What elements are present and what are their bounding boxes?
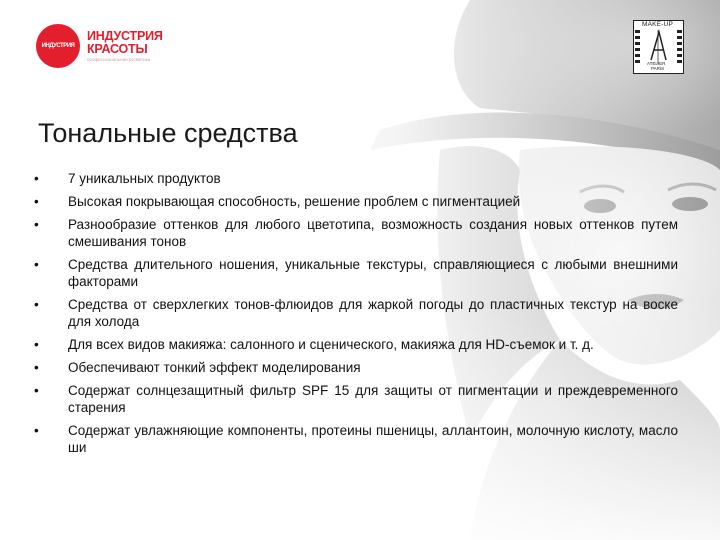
bullet-text: Обеспечивают тонкий эффект моделирования: [68, 360, 361, 375]
bullet-dot-icon: •: [34, 217, 39, 232]
bullet-item: [34, 382, 678, 416]
bullet-item: [34, 216, 678, 250]
bullet-text: Для всех видов макияжа: салонного и сценического, макияжа для HD-съемок и т. д.: [68, 337, 594, 352]
makeup-atelier-logo: [633, 20, 684, 74]
logo-name-line1: ИНДУСТРИЯ: [87, 28, 163, 43]
bullet-dot-icon: •: [34, 171, 39, 186]
bullet-text: Средства длительного ношения, уникальные текстуры, справляющиеся с любыми внешними факторами: [68, 257, 678, 289]
brand-bottom-text-2: PARIS: [651, 66, 665, 71]
logo-name-line2: КРАСОТЫ: [87, 41, 148, 56]
logo-circle-text: ИНДУСТРИЯ: [41, 42, 75, 49]
bullet-dot-icon: •: [34, 383, 39, 398]
bullet-item: [34, 359, 678, 376]
bullet-dot-icon: •: [34, 360, 39, 375]
industry-beauty-logo: [36, 24, 163, 68]
bullet-list: [34, 170, 678, 462]
brand-bottom-text-1: ATELIER: [647, 61, 666, 66]
logo-tagline: профессиональная косметика: [87, 56, 151, 62]
slide-title: Тональные средства: [38, 118, 298, 148]
logo-words: [87, 30, 163, 63]
bullet-dot-icon: •: [34, 423, 39, 438]
bullet-item: [34, 193, 678, 210]
bullet-text: Содержат увлажняющие компоненты, протеины пшеницы, аллантоин, молочную кислоту, масло ши: [68, 423, 678, 455]
bullet-dot-icon: •: [34, 194, 39, 209]
logo-circle-icon: [36, 24, 80, 68]
bullet-item: [34, 296, 678, 330]
brand-top-text: MAKE-UP: [642, 21, 674, 28]
bullet-text: Содержат солнцезащитный фильтр SPF 15 для защиты от пигментации и преждевременного старения: [68, 383, 678, 415]
bullet-item: [34, 422, 678, 456]
bullet-text: Разнообразие оттенков для любого цветотипа, возможность создания новых оттенков путем смешивания тонов: [68, 217, 678, 249]
bullet-item: [34, 256, 678, 290]
bullet-dot-icon: •: [34, 257, 39, 272]
bullet-dot-icon: •: [34, 297, 39, 312]
bullet-text: Высокая покрывающая способность, решение проблем с пигментацией: [68, 194, 521, 209]
bullet-text: Средства от сверхлегких тонов-флюидов для жаркой погоды до пластичных текстур на воске для холода: [68, 297, 678, 329]
bullet-text: 7 уникальных продуктов: [68, 171, 221, 186]
bullet-item: [34, 336, 678, 353]
bullet-dot-icon: •: [34, 337, 39, 352]
bullet-item: [34, 170, 678, 187]
